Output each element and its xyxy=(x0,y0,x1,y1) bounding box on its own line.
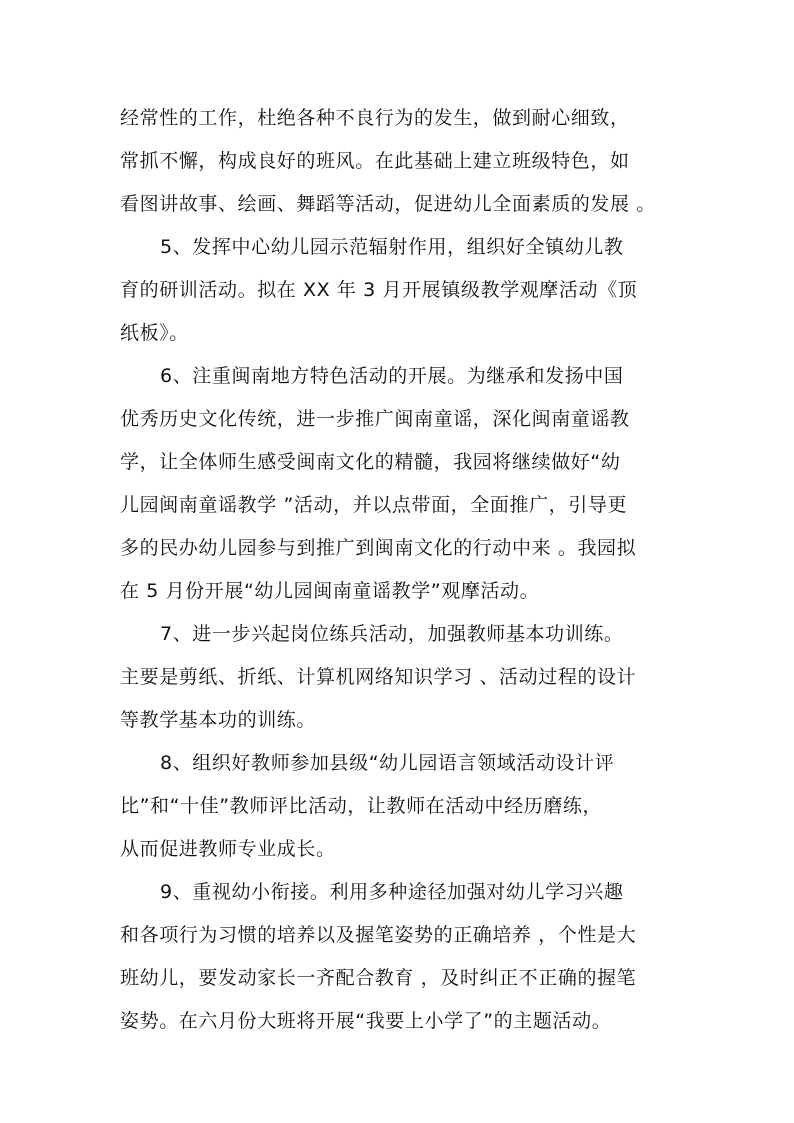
text-line: 看图讲故事、绘画、舞蹈等活动，促进幼儿全面素质的发展 。 xyxy=(120,193,656,215)
text-line: 班幼儿，要发动家长一齐配合教育 ，及时纠正不正确的握笔 xyxy=(120,967,637,989)
text-line: 从而促进教师专业成长。 xyxy=(120,838,336,860)
text-line: 和各项行为习惯的培养以及握笔姿势的正确培养 ，个性是大 xyxy=(120,924,637,946)
text-line: 主要是剪纸、折纸、计算机网络知识学习 、活动过程的设计 xyxy=(120,666,637,688)
paragraph-9-first-line: 9、重视幼小衔接。利用多种途径加强对幼儿学习兴趣 xyxy=(160,881,624,903)
paragraph-7-first-line: 7、进一步兴起岗位练兵活动，加强教师基本功训练。 xyxy=(160,623,624,645)
paragraph-6-first-line: 6、注重闽南地方特色活动的开展。为继承和发扬中国 xyxy=(160,365,624,387)
paragraph-5-first-line: 5、发挥中心幼儿园示范辐射作用，组织好全镇幼儿教 xyxy=(160,236,624,258)
text-line: 育的研训活动。拟在 XX 年 3 月开展镇级教学观摩活动《顶 xyxy=(120,279,638,301)
text-line: 多的民办幼儿园参与到推广到闽南文化的行动中来 。我园拟 xyxy=(120,537,637,559)
text-line: 优秀历史文化传统，进一步推广闽南童谣，深化闽南童谣教 xyxy=(120,408,630,430)
text-line: 等教学基本功的训练。 xyxy=(120,709,317,731)
text-line: 比”和“十佳”教师评比活动，让教师在活动中经历磨练， xyxy=(120,795,603,817)
paragraph-8-first-line: 8、组织好教师参加县级“幼儿园语言领域活动设计评 xyxy=(160,752,615,774)
text-line: 学，让全体师生感受闽南文化的精髓，我园将继续做好“幼 xyxy=(120,451,621,473)
text-line: 常抓不懈，构成良好的班风。在此基础上建立班级特色，如 xyxy=(120,150,630,172)
text-line: 儿园闽南童谣教学 ”活动，并以点带面，全面推广，引导更 xyxy=(120,494,628,516)
text-line: 在 5 月份开展“幼儿园闽南童谣教学”观摩活动。 xyxy=(120,580,540,602)
text-line: 经常性的工作，杜绝各种不良行为的发生，做到耐心细致， xyxy=(120,107,630,129)
text-line: 姿势。在六月份大班将开展“我要上小学了”的主题活动。 xyxy=(120,1010,612,1032)
text-line: 纸板》。 xyxy=(120,322,189,344)
